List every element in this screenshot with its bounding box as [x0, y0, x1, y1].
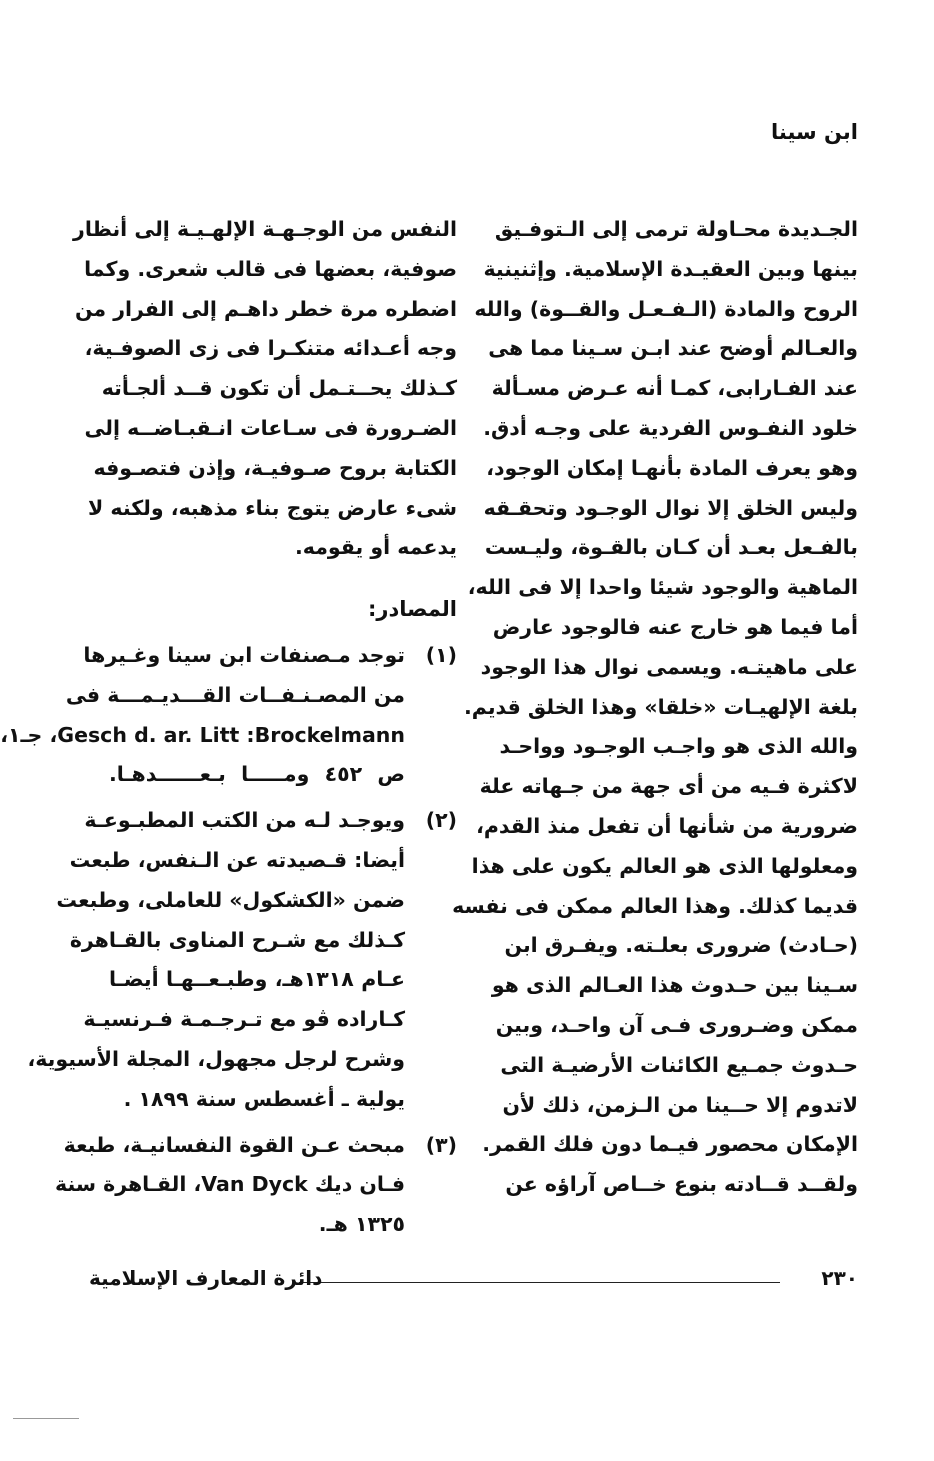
reference-number: (٢)	[425, 808, 457, 833]
reference-line: كـاراده ڤو مع تـرجـمـة فـرنسيـة	[83, 1007, 405, 1032]
text-line: وهو يعرف المادة بأنهـا إمكان الوجود،	[486, 455, 858, 480]
text-line: (حـادث) ضرورى بعلـته. ويفـرق ابن	[504, 933, 858, 958]
text-line: بالفـعل بعـد أن كـان بالقـوة، وليـست	[484, 535, 858, 560]
reference-line: يولية ـ أغسطس سنة ١٨٩٩ .	[123, 1086, 405, 1111]
text-line: صوفية، بعضها فى قالب شعرى. وكما	[84, 256, 457, 281]
page-footer	[89, 1266, 858, 1296]
text-line: اضطره مرة خطر داهـم إلى الفرار من	[74, 296, 457, 321]
text-line: لاكثرة فـيه من أى جهة من جـهاته علة	[479, 774, 858, 799]
text-line: ومعلولها الذى هو العالم يكون على هذا	[471, 853, 858, 878]
reference-line: عـام ١٣١٨هـ، وطبـعــهـا أيضـا	[109, 967, 405, 992]
text-line: عند الفـارابى، كمـا أنه عـرض مسـألة	[491, 376, 858, 401]
reference-item-3	[55, 1126, 457, 1245]
text-line: أما فيما هو خارج عنه فالوجود عارض	[492, 614, 858, 639]
reference-item-2	[27, 801, 457, 1119]
text-line: بلغة الإلهيـات «خلقا» وهذا الخلق قديم.	[463, 694, 858, 719]
text-line: والله الذى هو واجـب الوجـود وواحـد	[499, 734, 858, 759]
reference-line: وشرح لرجل مجهول، المجلة الأسيوية،	[27, 1046, 405, 1071]
reference-line: فـان ديك Van Dyck، القـاهرة سنة	[55, 1172, 405, 1197]
text-line: الإمكان محصور فيـما دون فلك القمر.	[482, 1132, 858, 1157]
reference-line: توجد مـصنفات ابن سينا وغـيرها	[83, 642, 405, 667]
text-line: ضرورية من شأنها أن تفعل منذ القدم،	[476, 813, 858, 838]
text-line: شىء عارض يتوج بناء مذهبه، ولكنه لا	[88, 495, 457, 520]
text-line: لاتدوم إلا حــينا من الـزمن، ذلك لأن	[502, 1092, 858, 1117]
text-line: كـذلك يحــتـمل أن تكون قــد ألجـأته	[101, 376, 457, 401]
reference-line: Gesch d. ar. Litt :Brockelmann، جـ١،	[0, 722, 405, 747]
reference-line: ضمن «الكشكول» للعاملى، وطبعت	[56, 887, 405, 912]
publication-title: دائرة المعارف الإسلامية	[89, 1266, 323, 1290]
running-head-title: ابن سينا	[771, 120, 858, 144]
text-line: الجـديدة محـاولة ترمى إلى الـتوفـيق	[494, 217, 858, 241]
text-line: سـينا بين حـدوث هذا العـالم الذى هو	[491, 973, 858, 998]
reference-line: كـذلك مع شـرح المناوى بالقـاهرة	[69, 927, 405, 952]
scan-edge-line	[13, 1418, 79, 1419]
text-line: وليس الخلق إلا نوال الوجـود وتحقـقه	[483, 495, 858, 520]
sources-heading: المصادر:	[367, 597, 457, 622]
reference-item-1	[0, 636, 457, 795]
reference-number: (١)	[425, 642, 457, 667]
reference-line: من المصـنـفــات القـــديـمـــة فى	[65, 682, 405, 707]
text-line: ممكن وضـرورى فـى آن واحـد، وبين	[495, 1012, 858, 1037]
text-line: خلود النفـوس الفردية على وجـه أدق.	[483, 415, 858, 440]
text-line: الروح والمادة (الـفـعـل والقــوة) والله	[474, 296, 858, 321]
left-text-column	[0, 210, 457, 1245]
text-line: الكتابة بروح صـوفيـة، وإذن فتصـوفه	[93, 455, 457, 480]
text-line: حـدوث جمـيع الكائنات الأرضيـة التى	[500, 1052, 858, 1077]
text-line: يدعمه أو يقومه.	[295, 535, 457, 560]
page-number: ٢٣٠	[821, 1266, 858, 1290]
reference-line: ١٣٢٥ هـ.	[318, 1212, 405, 1237]
reference-line: ص ٤٥٢ ومـــــا بـعــــــدهـا.	[109, 762, 405, 787]
text-line: على ماهيتـه. ويسمى نوال هذا الوجود	[480, 654, 858, 679]
reference-line: أيضا: قـصيدته عن الـنفس، طبعت	[69, 847, 405, 872]
reference-line: ويوجـد لـه من الكتب المطبـوعـة	[84, 808, 405, 833]
text-line: ولقــد قــادته بنوع خــاص آراؤه عن	[505, 1172, 858, 1197]
reference-number: (٣)	[425, 1132, 457, 1157]
text-line: بينها وبين العقيـدة الإسلامية. وإثنينية	[483, 256, 858, 281]
text-line: الضـرورة فى سـاعات انـقبـاضــه إلى	[84, 415, 457, 440]
footer-divider	[299, 1282, 780, 1283]
text-line: والعـالم أوضح عند ابـن سـينا مما هى	[488, 336, 858, 361]
right-text-column	[452, 210, 858, 1205]
text-line: وجه أعـدائه متنكـرا فى زى الصوفـية،	[84, 336, 457, 361]
text-line: قديما كذلك. وهذا العالم ممكن فى نفسه	[452, 893, 858, 918]
text-line: النفس من الوجـهـة الإلهـيـة إلى أنظار	[73, 217, 457, 241]
text-line: الماهية والوجود شيئا واحدا إلا فى الله،	[467, 575, 858, 600]
reference-line: مبحث عـن القوة النفسانيـة، طبعة	[63, 1132, 405, 1157]
